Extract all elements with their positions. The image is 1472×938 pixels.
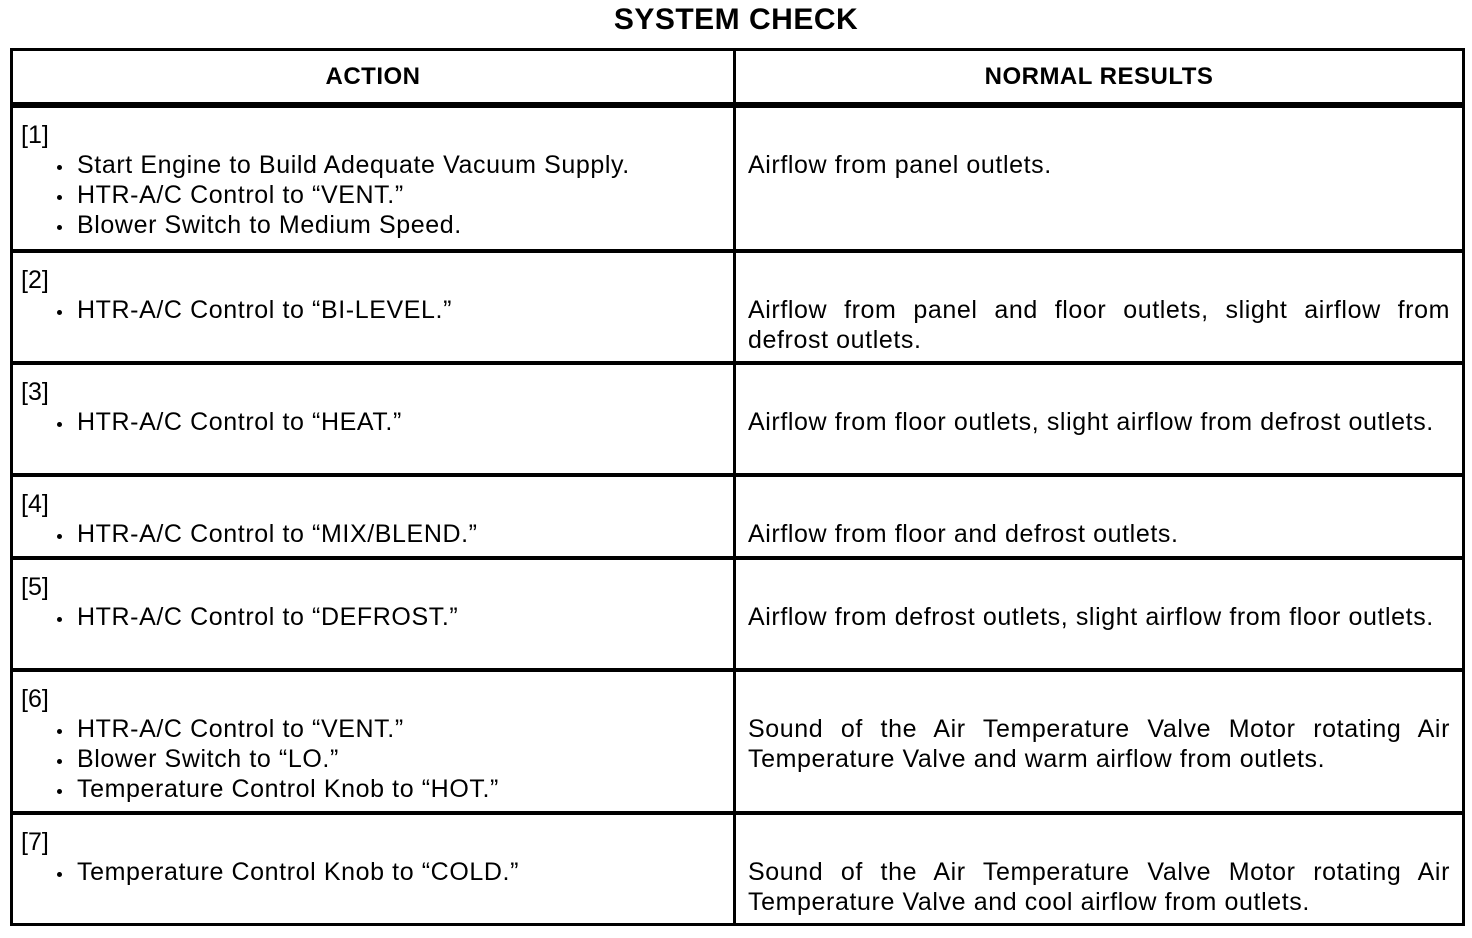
action-item: HTR-A/C Control to “BI-LEVEL.”: [53, 295, 733, 325]
result-cell: [735, 558, 1464, 670]
action-item: HTR-A/C Control to “HEAT.”: [53, 407, 733, 437]
normal-result-text: Airflow from panel and floor outlets, slight airflow from defrost outlets.: [748, 296, 1450, 354]
action-item: Blower Switch to Medium Speed.: [53, 210, 733, 240]
action-list: [13, 295, 733, 325]
step-number: [6]: [21, 685, 49, 713]
action-list: [13, 150, 733, 240]
result-cell: [735, 813, 1464, 925]
table-header-row: [12, 50, 1464, 106]
action-item: Start Engine to Build Adequate Vacuum Supply.: [53, 150, 733, 180]
table-row: [12, 475, 1464, 558]
action-list: [13, 519, 733, 549]
action-item: HTR-A/C Control to “MIX/BLEND.”: [53, 519, 733, 549]
column-header-action: ACTION: [12, 50, 735, 106]
normal-result-text: Airflow from panel outlets.: [748, 151, 1052, 179]
result-cell: [735, 105, 1464, 251]
action-list: [13, 407, 733, 437]
normal-result-text: Sound of the Air Temperature Valve Motor rotating Air Temperature Valve and cool airflow from outlets.: [748, 858, 1450, 916]
normal-result-text: Airflow from floor and defrost outlets.: [748, 520, 1179, 548]
column-header-normal-results: NORMAL RESULTS: [735, 50, 1464, 106]
table-row: [12, 105, 1464, 251]
action-item: HTR-A/C Control to “VENT.”: [53, 180, 733, 210]
action-item: HTR-A/C Control to “DEFROST.”: [53, 602, 733, 632]
action-cell: [12, 475, 735, 558]
step-number: [1]: [21, 121, 49, 149]
action-list: [13, 857, 733, 887]
table-row: [12, 363, 1464, 475]
action-cell: [12, 363, 735, 475]
step-number: [4]: [21, 490, 49, 518]
page-title: SYSTEM CHECK: [613, 3, 859, 36]
normal-result-text: Airflow from defrost outlets, slight airflow from floor outlets.: [748, 603, 1434, 631]
result-cell: [735, 363, 1464, 475]
normal-result-text: Sound of the Air Temperature Valve Motor rotating Air Temperature Valve and warm airflow from outlets.: [748, 715, 1450, 773]
step-number: [7]: [21, 828, 49, 856]
action-cell: [12, 558, 735, 670]
action-item: Blower Switch to “LO.”: [53, 744, 733, 774]
action-list: [13, 602, 733, 632]
action-item: HTR-A/C Control to “VENT.”: [53, 714, 733, 744]
table-row: [12, 813, 1464, 925]
table-row: [12, 670, 1464, 813]
action-cell: [12, 813, 735, 925]
result-cell: [735, 475, 1464, 558]
action-cell: [12, 670, 735, 813]
result-cell: [735, 670, 1464, 813]
action-item: Temperature Control Knob to “COLD.”: [53, 857, 733, 887]
step-number: [3]: [21, 378, 49, 406]
table-row: [12, 251, 1464, 363]
step-number: [2]: [21, 266, 49, 294]
normal-result-text: Airflow from floor outlets, slight airflow from defrost outlets.: [748, 408, 1434, 436]
action-list: [13, 714, 733, 804]
step-number: [5]: [21, 573, 49, 601]
table-row: [12, 558, 1464, 670]
action-cell: [12, 251, 735, 363]
action-cell: [12, 105, 735, 251]
system-check-table: [10, 48, 1465, 926]
result-cell: [735, 251, 1464, 363]
action-item: Temperature Control Knob to “HOT.”: [53, 774, 733, 804]
